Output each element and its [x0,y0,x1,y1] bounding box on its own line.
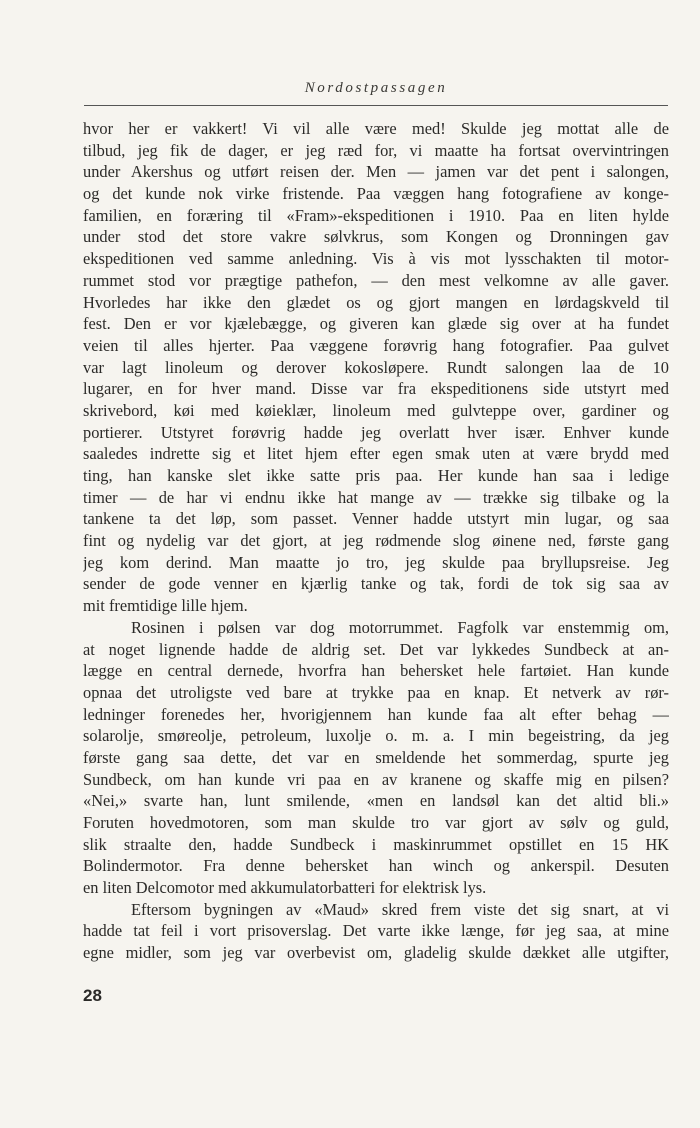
text-line: hadde tat feil i vort prisoverslag. Det varte ikke længe, før jeg saa, at mine [83,921,669,941]
text-line: under Akershus og utført reisen der. Men — jamen var det pent i salongen, [83,162,669,182]
text-line: jeg kom derind. Man maatte jo tro, jeg skulde paa bryllupsreise. Jeg [83,552,669,572]
text-line: «Nei,» svarte han, lunt smilende, «men en landsøl kan det altid bli.» [83,791,669,811]
text-line: Foruten hovedmotoren, som man skulde tro var gjort av sølv og guld, [83,813,669,832]
text-line: Bolindermotor. Fra denne behersket han winch og ankerspil. Desuten [83,856,669,876]
text-line: familien, en foræring til «Fram»-ekspeditionen i 1910. Paa en liten hylde [83,205,669,225]
text-line: portierer. Utstyret forøvrig hadde jeg overlatt hver især. Enhver kunde [83,422,669,442]
text-line: ledninger forenedes her, hvorigjennem han kunde faa alt efter behag — [83,704,669,724]
text-line: slik straalte den, hadde Sundbeck i maskinrummet opstillet en 15 HK [83,834,669,854]
text-line: lægge en central dernede, hvorfra han behersket hele fartøiet. Han kunde [83,661,669,681]
text-line: timer — de har vi endnu ikke hat mange av — trække sig tilbake og la [83,487,669,507]
text-line: saaledes indrette sig et litet hjem efter egen smak uten at være brydd med [83,444,669,464]
text-line: skrivebord, køi med køieklær, linoleum med gulvteppe over, gardiner og [83,400,669,420]
text-line: lugarer, en for hver mand. Disse var fra ekspeditionens side utstyrt med [83,379,669,399]
text-line-paragraph-start: Rosinen i pølsen var dog motorrummet. Fagfolk var enstemmig om, [131,617,669,637]
text-line: ting, han kanske slet ikke satte pris paa. Her kunde han saa i ledige [83,466,669,485]
text-line: sender de gode venner en kjærlig tanke og tak, fordi de tok sig saa av [83,574,669,594]
header-rule [84,105,668,106]
text-line: fint og nydelig var det gjort, at jeg rødmende slog øinene ned, første gang [83,531,669,551]
text-line: tankene ta det løp, som passet. Venner hadde utstyrt min lugar, og saa [83,509,669,529]
text-line: og det kunde nok virke fristende. Paa væggen hang fotografiene av konge- [83,184,669,204]
text-line: fest. Den er vor kjælebægge, og giveren kan glæde sig over at ha fundet [83,314,669,334]
text-line: første gang saa dette, det var en smeldende het sommerdag, spurte jeg [83,747,669,767]
text-line-paragraph-start: Eftersom bygningen av «Maud» skred frem viste det sig snart, at vi [131,899,669,919]
text-line: var lagt linoleum og derover kokosløpere. Rundt salongen laa de 10 [83,357,669,377]
text-line: tilbud, jeg fik de dager, er jeg ræd for, vi maatte ha fortsat overvintringen [83,140,669,160]
text-line: at noget lignende hadde de aldrig set. Det var lykkedes Sundbeck at an- [83,639,669,659]
text-line: rummet stod vor prægtige pathefon, — den mest velkomne av alle gaver. [83,270,669,290]
body-text [83,118,669,964]
text-line: solarolje, smøreolje, petroleum, luxolje o. m. a. I min begeistring, da jeg [83,726,669,746]
text-line: Hvorledes har ikke den glædet os og gjort mangen en lørdagskveld til [83,292,669,312]
text-line: Sundbeck, om han kunde vri paa en av kranene og skaffe mig en pilsen? [83,769,669,789]
text-line: egne midler, som jeg var overbevist om, gladelig skulde dækket alle utgifter, [83,943,669,963]
page-number: 28 [83,986,102,1005]
text-line-paragraph-end: en liten Delcomotor med akkumulatorbatteri for elektrisk lys. [83,878,487,898]
running-header: Nordostpassagen [304,80,448,96]
text-line: veien til alles hjerter. Paa væggene forøvrig hang fotografier. Paa gulvet [83,335,669,355]
text-line: under stod det store vakre sølvkrus, som Kongen og Dronningen gav [83,227,669,247]
text-line: ekspeditionen ved samme anledning. Vis à vis mot lysschakten til motor- [83,249,669,269]
text-line: hvor her er vakkert! Vi vil alle være med! Skulde jeg mottat alle de [83,119,669,138]
text-line-paragraph-end: mit fremtidige lille hjem. [83,596,248,616]
text-line: opnaa det utroligste ved bare at trykke paa en knap. Et netverk av rør- [83,682,669,702]
